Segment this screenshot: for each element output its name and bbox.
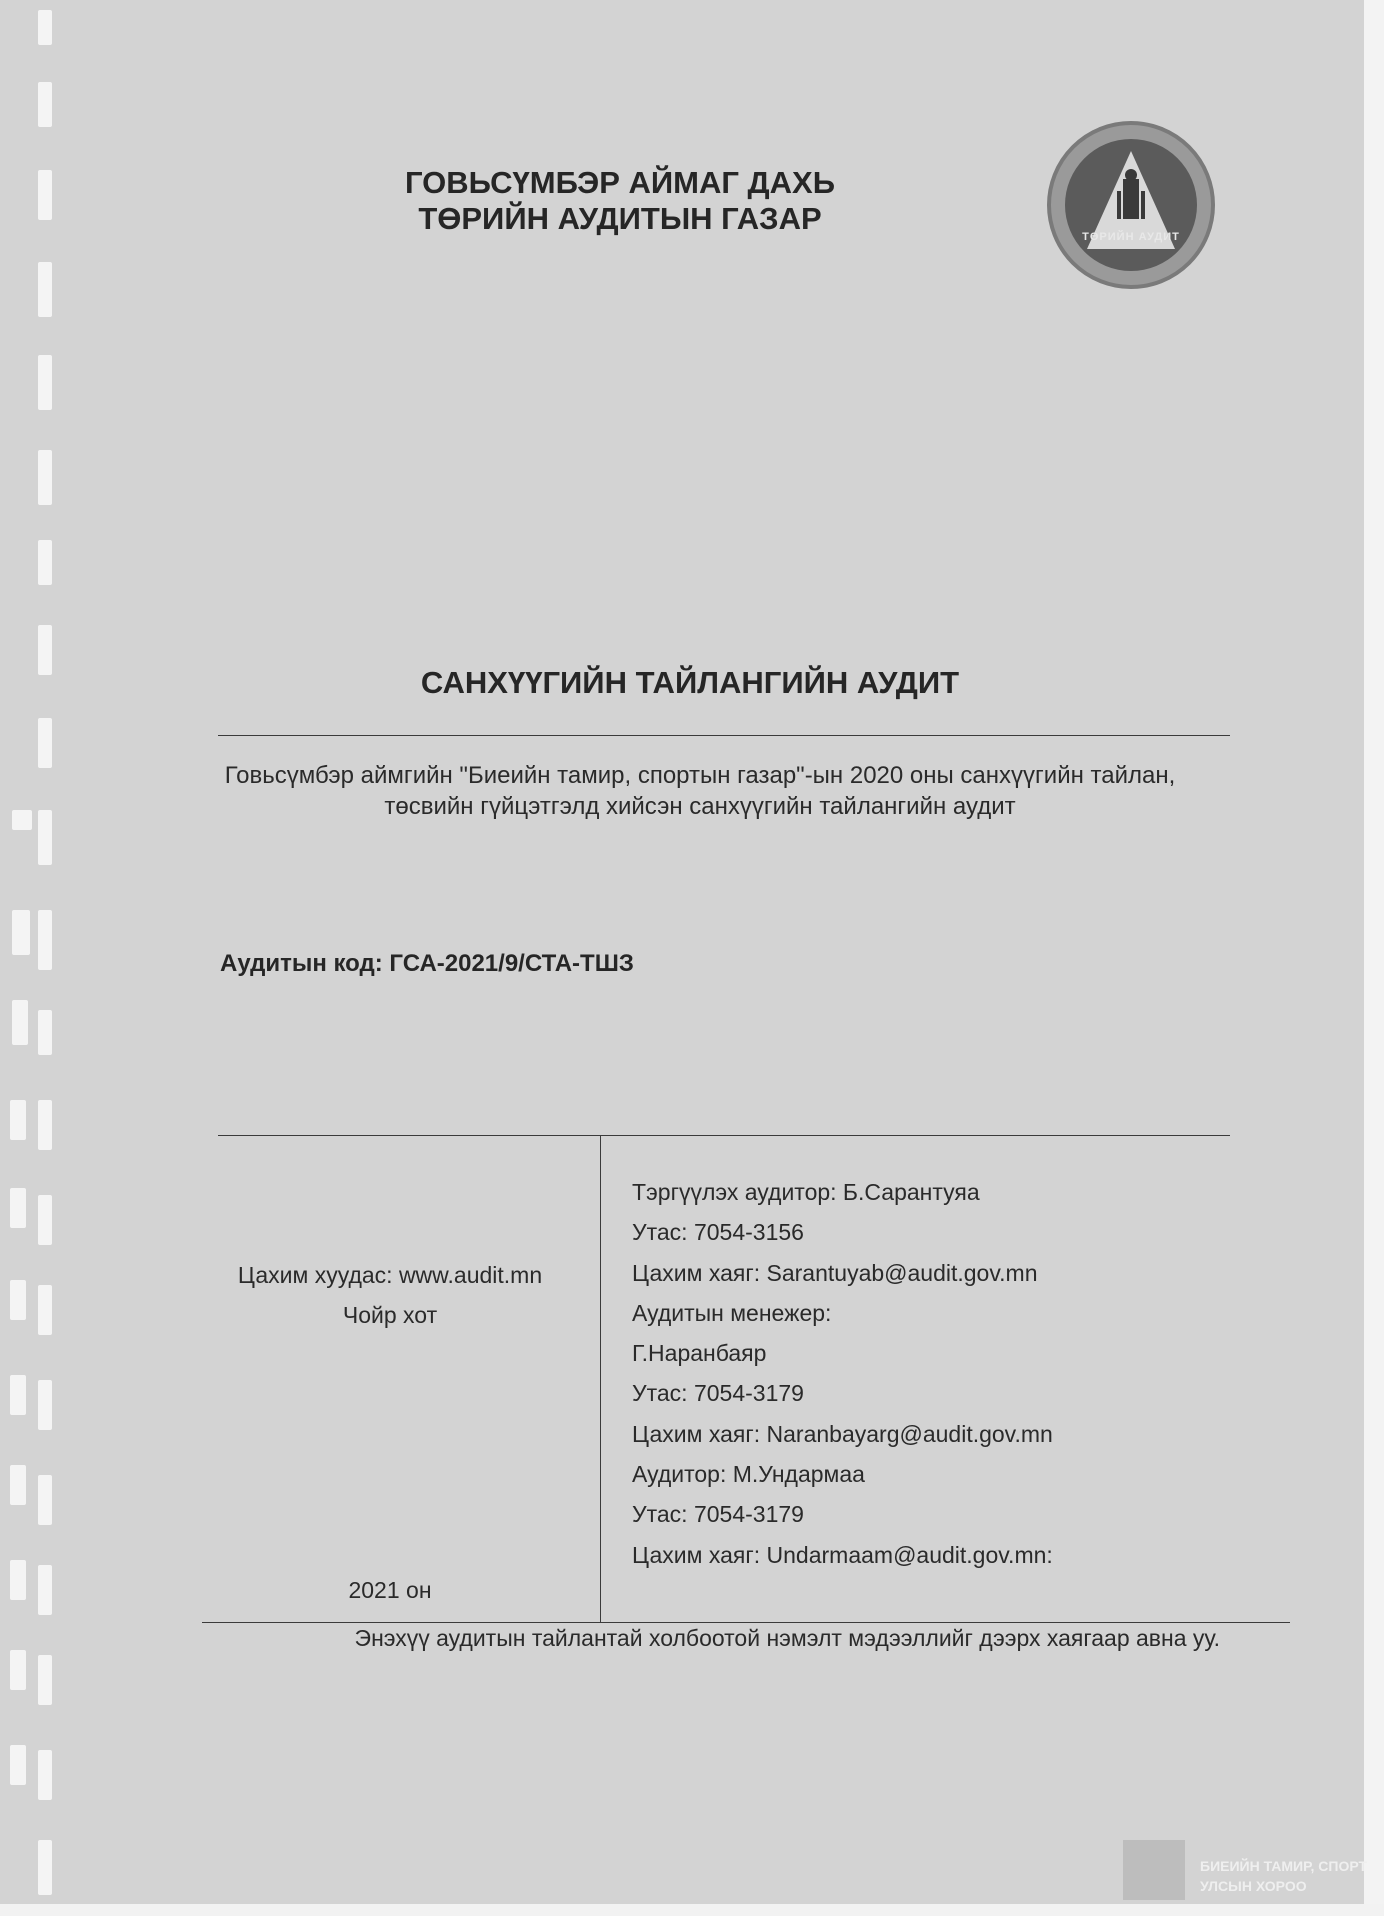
stamp-text (1200, 1836, 1367, 1896)
stamp-logo-icon (1123, 1840, 1185, 1900)
left-info-block (200, 1255, 580, 1335)
info-top-divider (218, 1135, 1230, 1136)
binding-holes (0, 0, 60, 1916)
report-title: САНХҮҮГИЙН ТАЙЛАНГИЙН АУДИТ (420, 665, 960, 700)
subtitle-line1: Говьсүмбэр аймгийн "Биеийн тамир, спортын газар"-ын 2020 оны санхүүгийн тайлан, (224, 762, 1176, 789)
scan-edge-right (1364, 0, 1384, 1916)
contact-line: Утас: 7054-3156 (632, 1219, 804, 1246)
contact-line: Тэргүүлэх аудитор: Б.Сарантуяа (632, 1179, 980, 1205)
contact-line: Аудитор: М.Ундармаа (632, 1461, 865, 1488)
subtitle-line2: төсвийн гүйцэтгэлд хийсэн санхүүгийн тайлангийн аудит (384, 793, 1016, 820)
contact-line: Цахим хаяг: Undarmaam@audit.gov.mn: (632, 1541, 1053, 1568)
city-label: Чойр хот (342, 1302, 438, 1328)
stamp-line2: УЛСЫН ХОРОО (1200, 1878, 1307, 1894)
seal-inner-circle (1065, 139, 1197, 271)
website-label: Цахим хуудас: www.audit.mn (237, 1262, 543, 1288)
contact-line: Цахим хаяг: Naranbayarg@audit.gov.mn (632, 1420, 1053, 1447)
footer-note: Энэхүү аудитын тайлантай холбоотой нэмэлт мэдээллийг дээрх хаягаар авна уу. (354, 1625, 1220, 1651)
contact-line: Утас: 7054-3179 (632, 1501, 804, 1528)
stamp-line1: БИЕИЙН ТАМИР, СПОРТ (1200, 1858, 1368, 1874)
contact-line: Цахим хаяг: Sarantuyab@audit.gov.mn (632, 1259, 1038, 1286)
report-subtitle (220, 760, 1180, 822)
organization-header (380, 165, 860, 237)
contact-line: Утас: 7054-3179 (632, 1380, 804, 1407)
state-audit-seal-logo (1047, 121, 1215, 289)
report-year: 2021 он (348, 1577, 432, 1603)
info-column-divider (600, 1135, 601, 1622)
org-name-line2: ТӨРИЙН АУДИТЫН ГАЗАР (418, 201, 822, 236)
info-bottom-divider (202, 1622, 1290, 1623)
contacts-block (632, 1172, 1053, 1575)
contact-line: Аудитын менежер: (632, 1299, 832, 1326)
watermark-stamp (1120, 1836, 1380, 1906)
title-divider (218, 735, 1230, 736)
contact-line: Г.Наранбаяр (632, 1340, 767, 1367)
soyombo-emblem-icon (1065, 139, 1197, 271)
org-name-line1: ГОВЬСҮМБЭР АЙМАГ ДАХЬ (405, 165, 835, 200)
seal-caption: ТӨРИЙН АУДИТ (1082, 231, 1180, 243)
audit-code: Аудитын код: ГСА-2021/9/СТА-ТШЗ (220, 950, 634, 977)
